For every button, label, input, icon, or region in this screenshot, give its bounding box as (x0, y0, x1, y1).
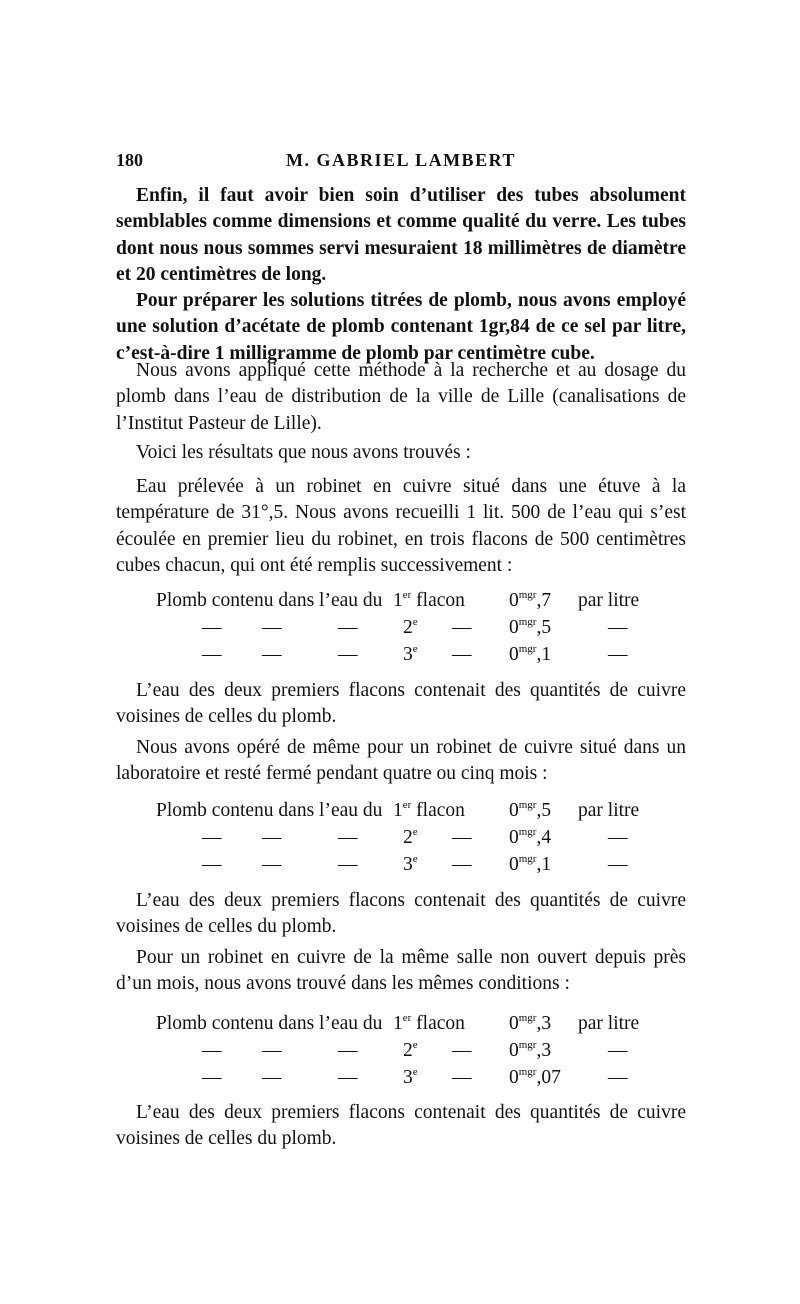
running-head: M. GABRIEL LAMBERT (286, 150, 516, 170)
table-row (116, 1013, 686, 1040)
ditto-dash: — (202, 1040, 222, 1061)
ditto-dash: — (262, 644, 282, 665)
lead-value: $0^{mgr},3$ (509, 1012, 552, 1034)
flacon-number: 1er flacon (393, 589, 465, 611)
ditto-dash: — (452, 827, 472, 848)
flacon-number: 3e (403, 853, 418, 875)
row-label: Plomb contenu dans l’eau du (156, 1013, 383, 1034)
ditto-dash: — (452, 644, 472, 665)
ditto-dash: — (262, 1040, 282, 1061)
table-row (116, 827, 686, 854)
ditto-dash: — (338, 1040, 358, 1061)
paragraph-method: Nous avons appliqué cette méthode à la recherche et au dosage du plomb dans l’eau de distribution de la ville de Lille (canalisations de l’Institut Pasteur de Lille). (116, 360, 686, 434)
ditto-dash: — (338, 854, 358, 875)
flacon-number: 1er flacon (393, 1012, 465, 1034)
lead-value: $0^{mgr},5$ (509, 616, 552, 638)
ditto-dash: — (452, 854, 472, 875)
row-label: Plomb contenu dans l’eau du (156, 800, 383, 821)
ditto-dash: — (262, 854, 282, 875)
paragraph-copper-2: L’eau des deux premiers flacons contenait des quantités de cuivre voisines de celles du plomb. (116, 890, 686, 938)
flacon-number: 2e (403, 1039, 418, 1061)
table-row (116, 1067, 686, 1094)
row-label: Plomb contenu dans l’eau du (156, 590, 383, 611)
paragraph-solutions: Pour préparer les solutions titrées de plomb, nous avons employé une solution d’acétate de plomb contenant 1gr,84 de ce sel par litre, c’est-à-dire 1 milligramme de plomb par centimètre cube. (116, 290, 686, 364)
paragraph-sample-1: Eau prélevée à un robinet en cuivre situé dans une étuve à la température de 31°,5. Nous avons recueilli 1 lit. 500 de l’eau qui s’est écoulée en premier lieu du robinet, en trois flacons de 500 centimètres cubes chacun, qui ont été remplis successivement : (116, 476, 686, 576)
ditto-dash: — (202, 827, 222, 848)
paragraph-copper-1: L’eau des deux premiers flacons contenait des quantités de cuivre voisines de celles du plomb. (116, 680, 686, 728)
ditto-dash: — (608, 644, 628, 665)
lead-value: $0^{mgr},5$ (509, 799, 552, 821)
ditto-dash: — (452, 1067, 472, 1088)
paragraph-sample-3: Pour un robinet en cuivre de la même salle non ouvert depuis près d’un mois, nous avons trouvé dans les mêmes conditions : (116, 947, 686, 995)
ditto-dash: — (608, 854, 628, 875)
lead-value: $0^{mgr},07$ (509, 1066, 561, 1088)
unit-label: par litre (578, 1013, 640, 1034)
ditto-dash: — (608, 617, 628, 638)
ditto-dash: — (338, 617, 358, 638)
ditto-dash: — (202, 1067, 222, 1088)
ditto-dash: — (452, 1040, 472, 1061)
flacon-number: 3e (403, 1066, 418, 1088)
ditto-dash: — (608, 1040, 628, 1061)
lead-value: $0^{mgr},1$ (509, 643, 552, 665)
unit-label: par litre (578, 590, 640, 611)
table-row (116, 800, 686, 827)
page-header (116, 150, 686, 174)
flacon-number: 1er flacon (393, 799, 465, 821)
table-row (116, 590, 686, 617)
ditto-dash: — (338, 827, 358, 848)
table-row (116, 644, 686, 671)
ditto-dash: — (202, 617, 222, 638)
lead-value: $0^{mgr},4$ (509, 826, 552, 848)
flacon-number: 2e (403, 616, 418, 638)
ditto-dash: — (202, 854, 222, 875)
ditto-dash: — (608, 827, 628, 848)
lead-table-1 (116, 590, 686, 671)
lead-value: $0^{mgr},1$ (509, 853, 552, 875)
lead-value: $0^{mgr},3$ (509, 1039, 552, 1061)
ditto-dash: — (338, 644, 358, 665)
page-number: 180 (116, 150, 143, 170)
paragraph-copper-3: L’eau des deux premiers flacons contenait des quantités de cuivre voisines de celles du plomb. (116, 1102, 686, 1150)
ditto-dash: — (262, 617, 282, 638)
lead-value: $0^{mgr},7$ (509, 589, 552, 611)
ditto-dash: — (202, 644, 222, 665)
ditto-dash: — (262, 827, 282, 848)
lead-table-2 (116, 800, 686, 881)
table-row (116, 617, 686, 644)
flacon-number: 2e (403, 826, 418, 848)
ditto-dash: — (262, 1067, 282, 1088)
paragraph-tubes: Enfin, il faut avoir bien soin d’utiliser des tubes absolument semblables comme dimensions et comme qualité du verre. Les tubes dont nous nous sommes servi mesuraient 18 millimètres de diamètre et 20 centimètres de long. (116, 185, 686, 285)
unit-label: par litre (578, 800, 640, 821)
paragraph-sample-2: Nous avons opéré de même pour un robinet de cuivre situé dans un laboratoire et resté fermé pendant quatre ou cinq mois : (116, 737, 686, 785)
paragraph-results-intro: Voici les résultats que nous avons trouvés : (136, 442, 471, 463)
ditto-dash: — (608, 1067, 628, 1088)
table-row (116, 854, 686, 881)
ditto-dash: — (338, 1067, 358, 1088)
flacon-number: 3e (403, 643, 418, 665)
ditto-dash: — (452, 617, 472, 638)
table-row (116, 1040, 686, 1067)
lead-table-3 (116, 1013, 686, 1094)
